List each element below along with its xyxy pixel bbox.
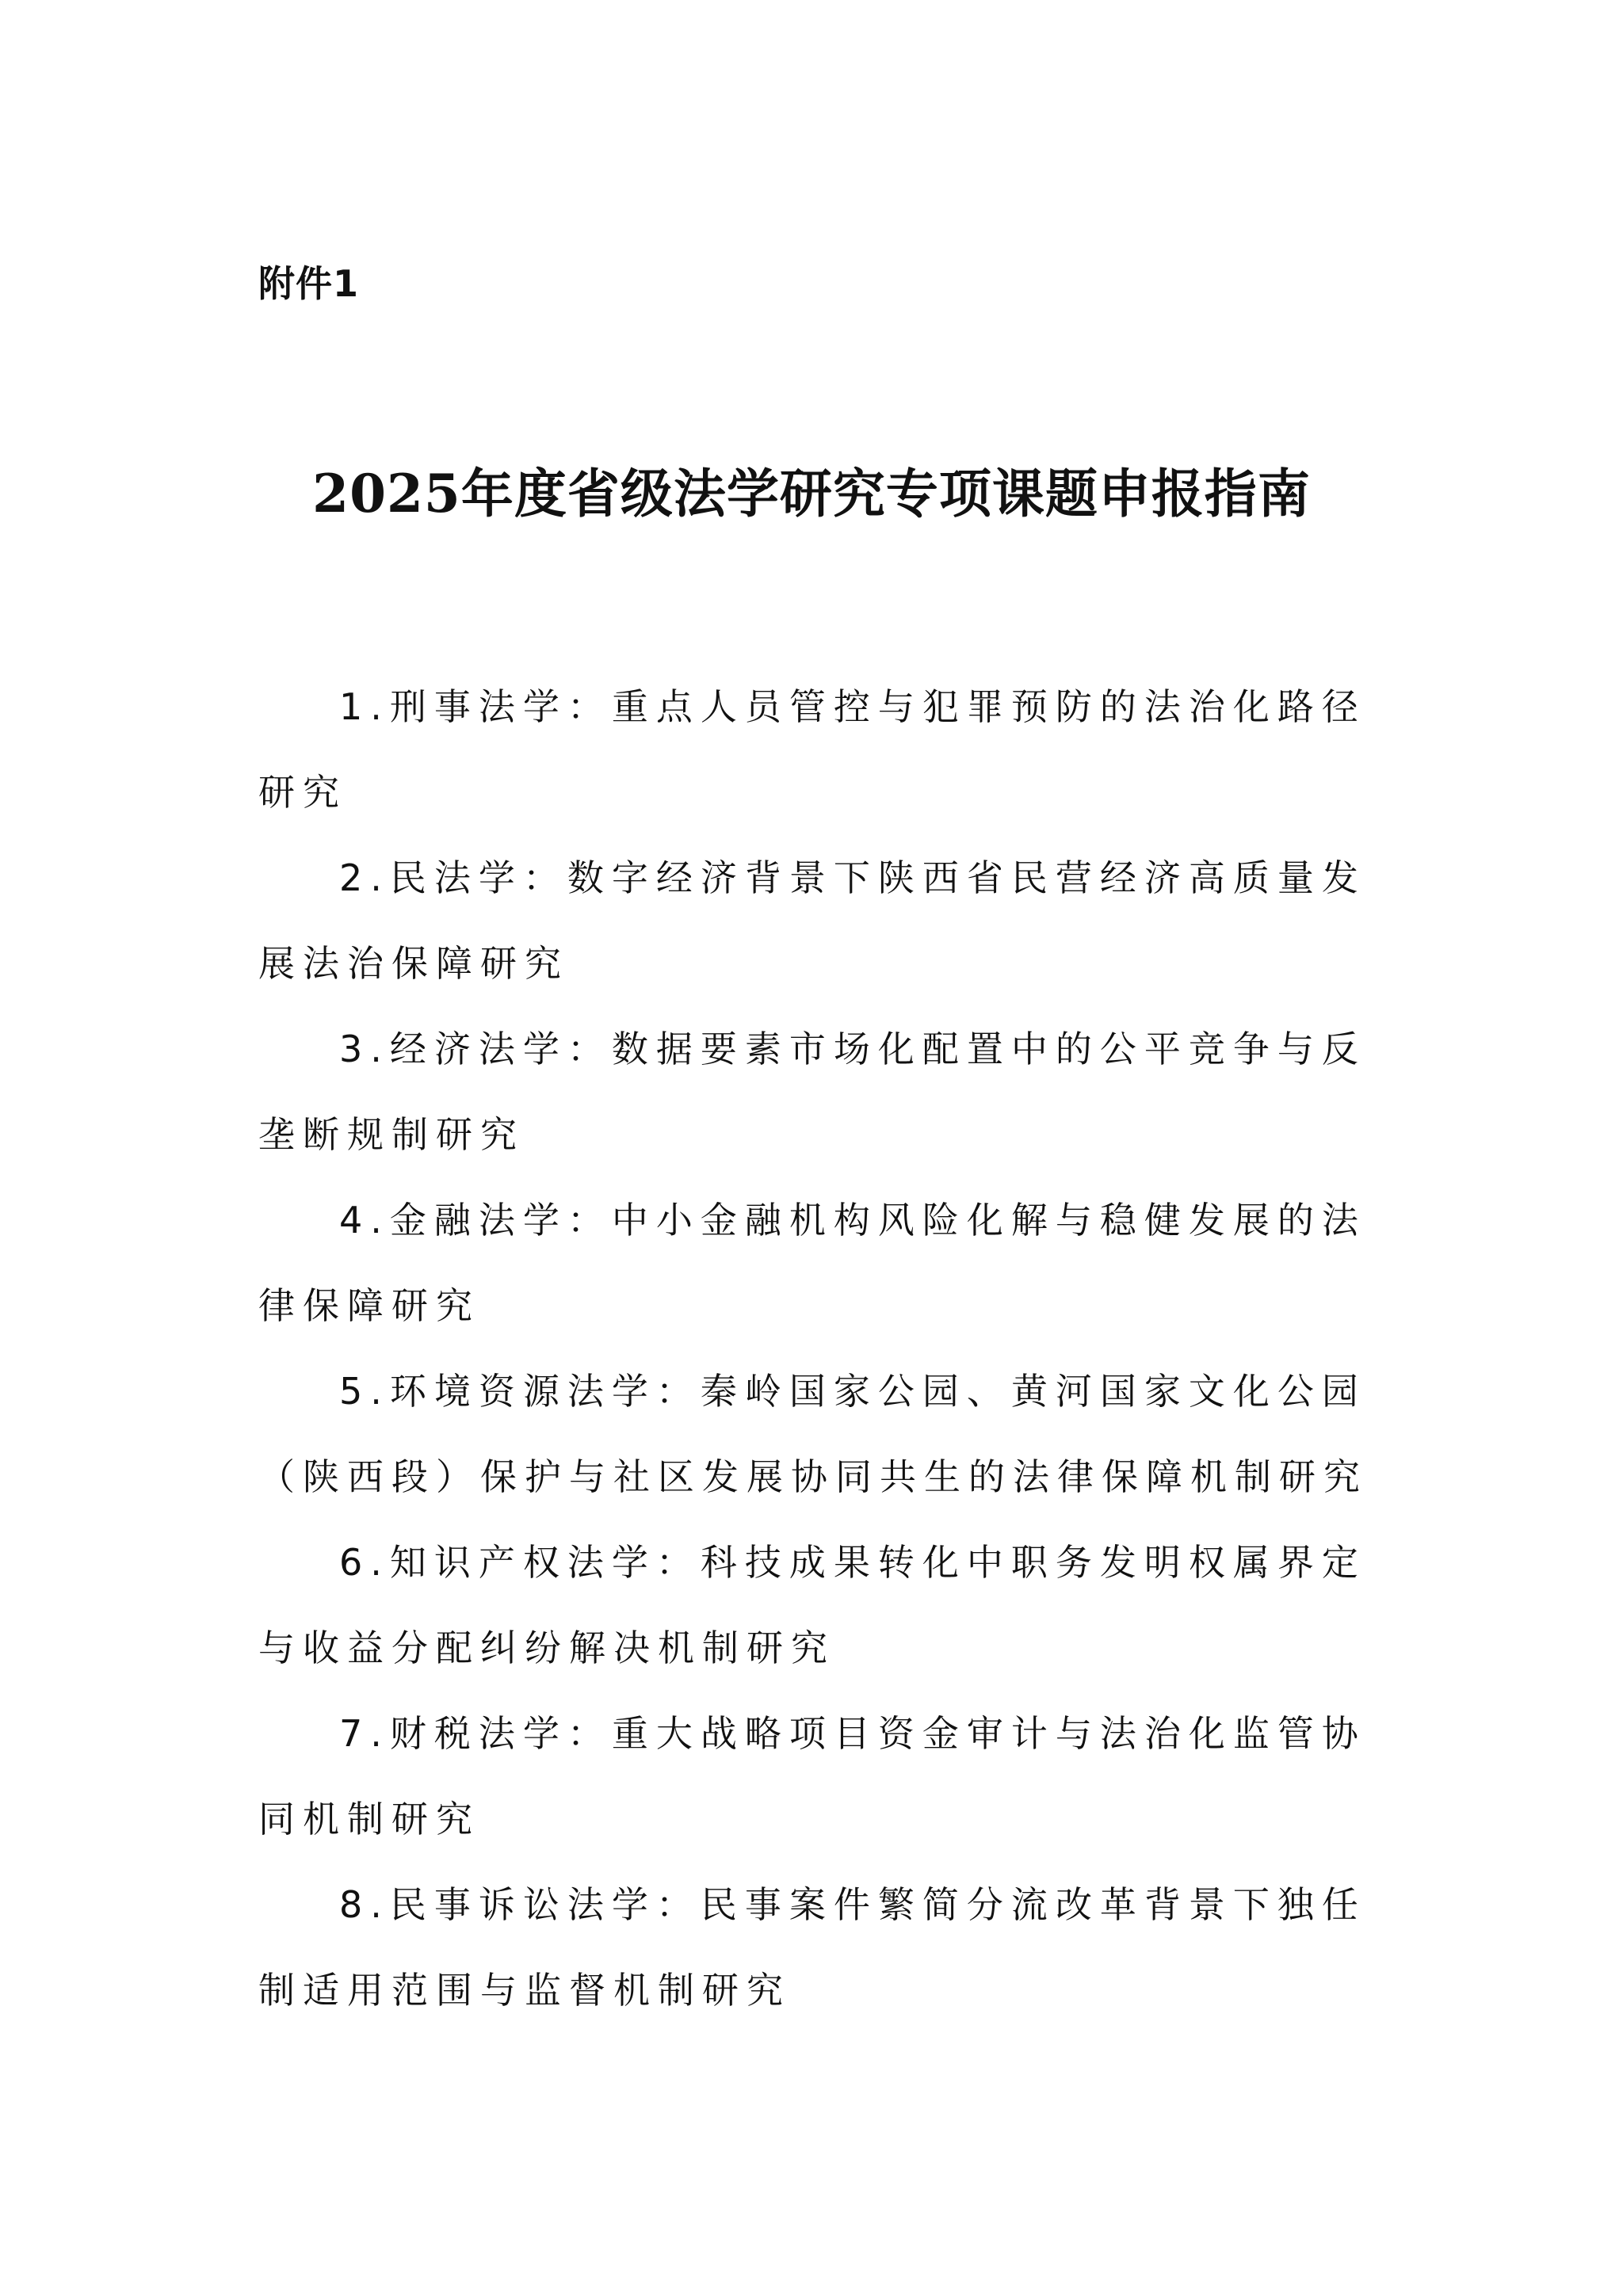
attachment-label: 附件1	[258, 262, 360, 305]
topic-item: 1.刑事法学：重点人员管控与犯罪预防的法治化路径研究	[258, 685, 1366, 814]
topic-item: 4.金融法学：中小金融机构风险化解与稳健发展的法律保障研究	[258, 1199, 1366, 1327]
topic-item: 7.财税法学：重大战略项目资金审计与法治化监管协同机制研究	[258, 1712, 1366, 1840]
topic-item: 5.环境资源法学：秦岭国家公园、黄河国家文化公园（陕西段）保护与社区发展协同共生的法律保障机制研究	[258, 1370, 1368, 1498]
topic-item: 2.民法学：数字经济背景下陕西省民营经济高质量发展法治保障研究	[258, 856, 1366, 985]
topic-item: 3.经济法学：数据要素市场化配置中的公平竞争与反垄断规制研究	[258, 1028, 1366, 1156]
topic-list	[258, 664, 1392, 2033]
topic-item: 6.知识产权法学：科技成果转化中职务发明权属界定与收益分配纠纷解决机制研究	[258, 1541, 1366, 1669]
topic-item: 8.民事诉讼法学：民事案件繁简分流改革背景下独任制适用范围与监督机制研究	[258, 1883, 1366, 2012]
document-title: 2025年度省级法学研究专项课题申报指南	[312, 463, 1311, 524]
